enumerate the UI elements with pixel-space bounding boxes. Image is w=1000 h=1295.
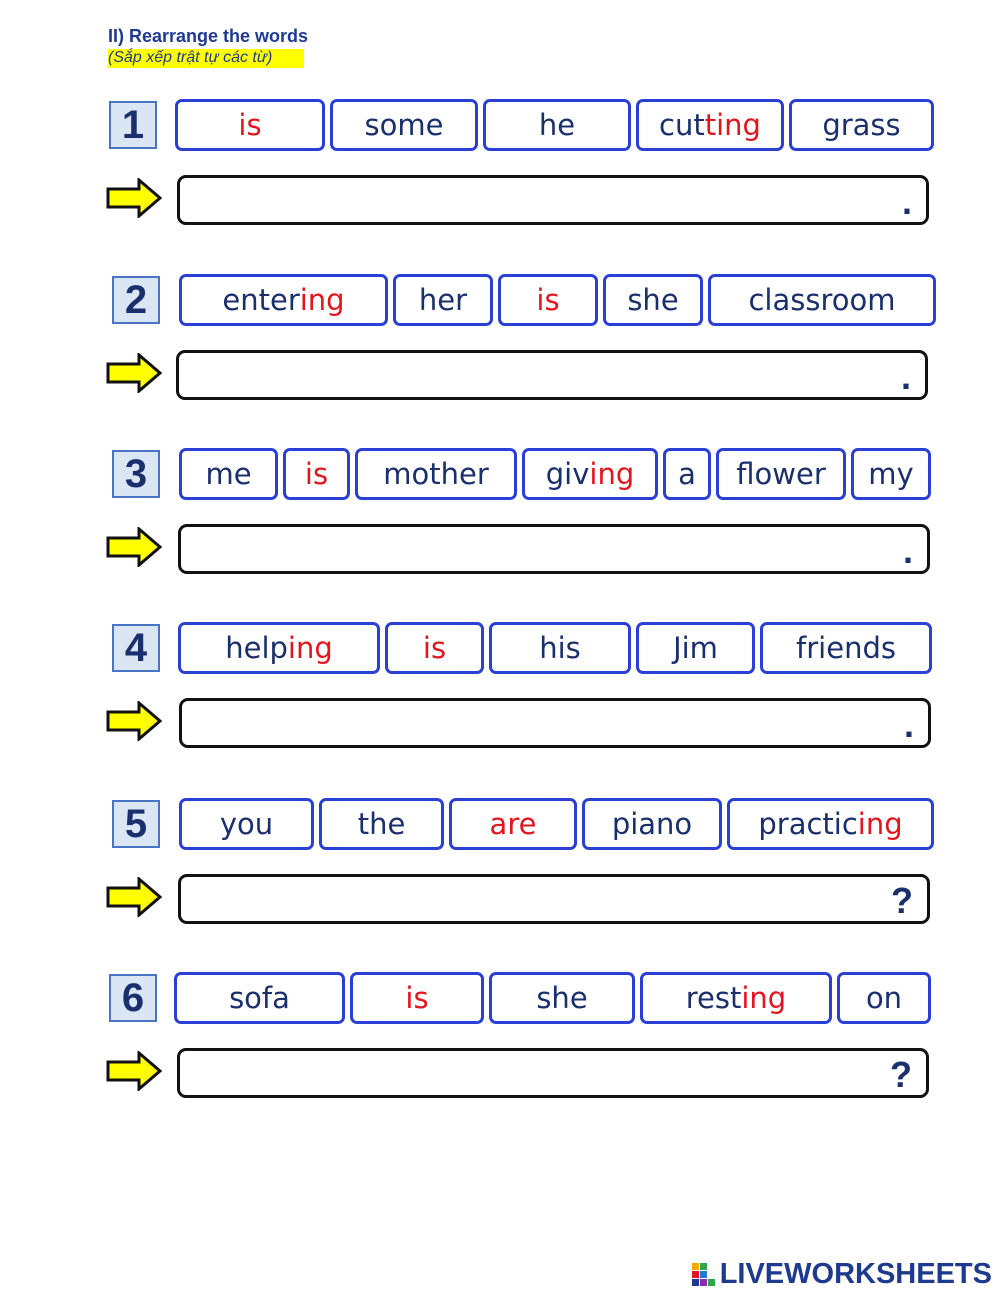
end-punctuation: . bbox=[900, 356, 911, 397]
word-bank bbox=[179, 798, 934, 850]
word-tile[interactable]: flower bbox=[716, 448, 846, 500]
worksheet-title: II) Rearrange the words bbox=[108, 26, 309, 46]
end-punctuation: . bbox=[902, 530, 913, 571]
answer-arrow-icon bbox=[106, 178, 162, 218]
word-bank bbox=[179, 448, 931, 500]
word-tile[interactable]: my bbox=[851, 448, 931, 500]
word-tile[interactable]: grass bbox=[789, 99, 934, 151]
word-tile[interactable] bbox=[727, 798, 934, 850]
word-tile[interactable]: his bbox=[489, 622, 631, 674]
exercise-4 bbox=[0, 622, 1000, 752]
word-stem: help bbox=[225, 631, 288, 665]
answer-arrow-icon bbox=[106, 877, 162, 917]
word-tile[interactable] bbox=[179, 274, 388, 326]
word-tile[interactable]: sofa bbox=[174, 972, 345, 1024]
answer-field[interactable] bbox=[176, 350, 928, 400]
word-tile[interactable]: friends bbox=[760, 622, 932, 674]
word-tile[interactable]: me bbox=[179, 448, 278, 500]
word-tile[interactable] bbox=[178, 622, 380, 674]
worksheet-subtitle: (Sắp xếp trật tự các từ) bbox=[108, 49, 304, 68]
word-tile[interactable]: are bbox=[449, 798, 577, 850]
end-punctuation: . bbox=[903, 704, 914, 745]
word-tile[interactable]: a bbox=[663, 448, 711, 500]
exercise-3 bbox=[0, 448, 1000, 578]
answer-arrow-icon bbox=[106, 353, 162, 393]
word-tile[interactable]: classroom bbox=[708, 274, 936, 326]
end-punctuation: ? bbox=[890, 1054, 912, 1095]
word-tile[interactable]: is bbox=[175, 99, 325, 151]
word-suffix: ing bbox=[857, 807, 903, 841]
end-punctuation: ? bbox=[891, 880, 913, 921]
word-suffix: ing bbox=[589, 457, 635, 491]
answer-field[interactable] bbox=[177, 175, 929, 225]
exercise-number: 5 bbox=[112, 800, 160, 848]
word-stem: rest bbox=[685, 981, 742, 1015]
word-tile[interactable]: Jim bbox=[636, 622, 755, 674]
word-tile[interactable]: she bbox=[603, 274, 703, 326]
word-tile[interactable]: mother bbox=[355, 448, 517, 500]
word-tile[interactable]: is bbox=[283, 448, 350, 500]
exercise-5 bbox=[0, 798, 1000, 928]
word-tile[interactable]: her bbox=[393, 274, 493, 326]
word-tile[interactable] bbox=[522, 448, 658, 500]
word-stem: giv bbox=[545, 457, 590, 491]
word-tile[interactable] bbox=[640, 972, 832, 1024]
word-tile[interactable]: some bbox=[330, 99, 478, 151]
end-punctuation: . bbox=[901, 181, 912, 222]
word-tile[interactable]: on bbox=[837, 972, 931, 1024]
word-tile[interactable]: the bbox=[319, 798, 444, 850]
word-tile[interactable]: is bbox=[498, 274, 598, 326]
exercise-6 bbox=[0, 972, 1000, 1102]
word-suffix: ting bbox=[704, 108, 761, 142]
word-tile[interactable]: she bbox=[489, 972, 635, 1024]
exercise-1 bbox=[0, 99, 1000, 229]
word-tile[interactable]: is bbox=[350, 972, 484, 1024]
exercise-number: 6 bbox=[109, 974, 157, 1022]
word-suffix: ing bbox=[287, 631, 333, 665]
answer-field[interactable] bbox=[177, 1048, 929, 1098]
word-tile[interactable]: you bbox=[179, 798, 314, 850]
answer-field[interactable] bbox=[178, 524, 930, 574]
word-bank bbox=[174, 972, 931, 1024]
answer-arrow-icon bbox=[106, 701, 162, 741]
answer-field[interactable] bbox=[178, 874, 930, 924]
word-tile[interactable]: is bbox=[385, 622, 484, 674]
word-tile[interactable]: he bbox=[483, 99, 631, 151]
word-tile[interactable]: piano bbox=[582, 798, 722, 850]
word-suffix: ing bbox=[741, 981, 787, 1015]
word-stem: practic bbox=[758, 807, 858, 841]
footer-brand: LIVEWORKSHEETS bbox=[719, 1258, 992, 1290]
exercise-number: 3 bbox=[112, 450, 160, 498]
exercise-number: 2 bbox=[112, 276, 160, 324]
answer-arrow-icon bbox=[106, 527, 162, 567]
exercise-number: 1 bbox=[109, 101, 157, 149]
exercise-number: 4 bbox=[112, 624, 160, 672]
footer-logo bbox=[692, 1258, 992, 1291]
worksheet-header bbox=[108, 26, 308, 68]
word-suffix: ing bbox=[299, 283, 345, 317]
word-stem: cut bbox=[659, 108, 705, 142]
answer-field[interactable] bbox=[179, 698, 931, 748]
word-bank bbox=[179, 274, 936, 326]
word-tile[interactable] bbox=[636, 99, 784, 151]
exercise-2 bbox=[0, 274, 1000, 404]
word-bank bbox=[178, 622, 932, 674]
word-bank bbox=[175, 99, 934, 151]
word-stem: enter bbox=[222, 283, 300, 317]
answer-arrow-icon bbox=[106, 1051, 162, 1091]
liveworksheets-logo-icon bbox=[692, 1263, 716, 1287]
